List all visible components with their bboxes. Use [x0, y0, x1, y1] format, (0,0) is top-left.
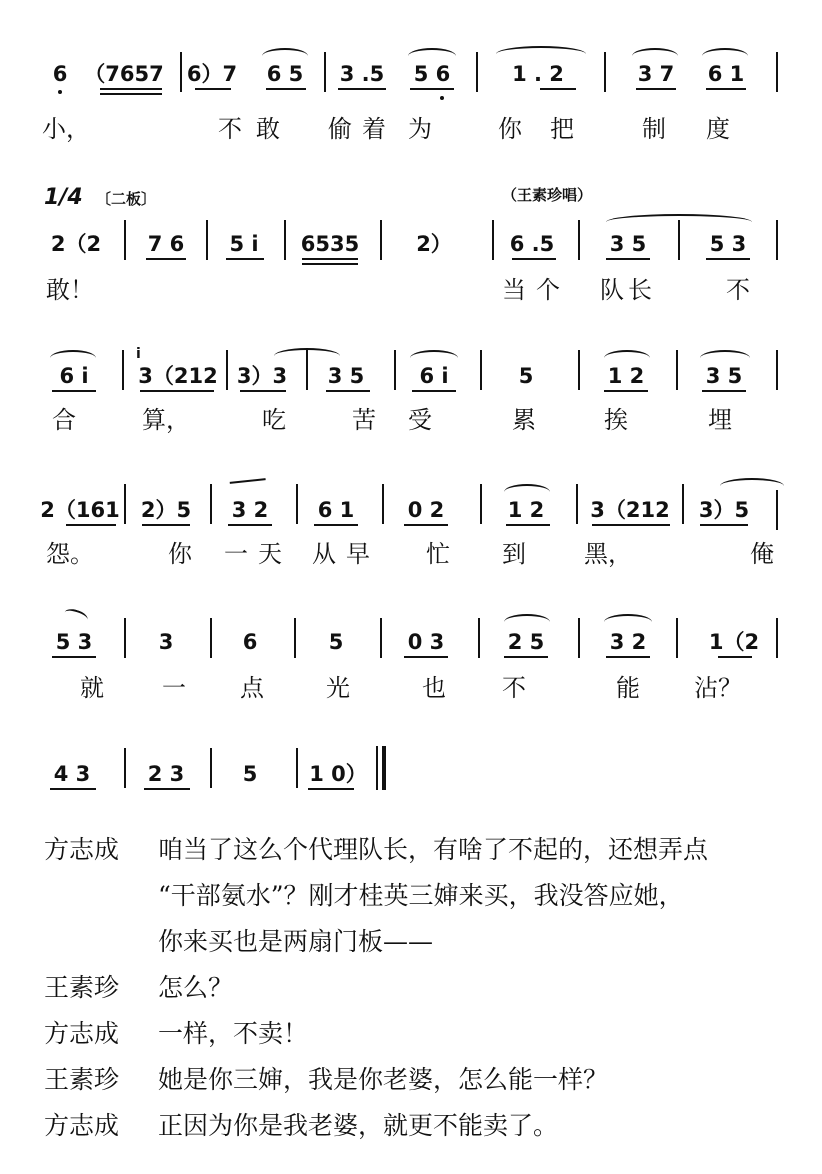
barline — [324, 52, 326, 92]
beam — [52, 656, 96, 658]
note: 2）5 — [140, 498, 192, 522]
barline — [226, 350, 228, 390]
barline — [124, 618, 126, 658]
speaker-name: 方志成 — [44, 1019, 120, 1048]
lyric: 就 — [80, 674, 104, 702]
note: 3 .5 — [339, 62, 385, 86]
note: 6）7 — [186, 62, 238, 86]
beam — [604, 390, 648, 392]
beam — [266, 88, 306, 90]
note: 5 3 — [709, 232, 747, 256]
speaker-name: 王素珍 — [44, 973, 120, 1002]
beam — [404, 524, 448, 526]
dialogue-line: 她是你三婶，我是你老婆，怎么能一样？ — [158, 1065, 609, 1094]
lyric: 一 — [162, 674, 186, 702]
barline — [206, 220, 208, 260]
note: 2（2 — [50, 232, 102, 256]
beam — [700, 524, 748, 526]
lyric: 你 — [498, 115, 522, 143]
beam — [718, 656, 752, 658]
tie-mark — [63, 607, 90, 626]
barline — [676, 618, 678, 658]
note: 3 — [158, 630, 174, 654]
note: 6 i — [59, 364, 89, 388]
lyric: 怨。 — [46, 540, 94, 568]
beam — [592, 524, 670, 526]
score-line-2 — [0, 180, 822, 340]
beam — [52, 390, 96, 392]
lyric: 也 — [422, 674, 446, 702]
barline — [776, 52, 778, 92]
note: 5 3 — [55, 630, 93, 654]
grace-note: i — [136, 346, 141, 362]
barline — [776, 220, 778, 260]
lyric: 到 — [502, 540, 526, 568]
lyric: 埋 — [708, 406, 732, 434]
barline — [776, 350, 778, 390]
beam — [100, 88, 162, 90]
barline — [776, 618, 778, 658]
lyric: 合 — [52, 406, 76, 434]
note: 6 — [242, 630, 258, 654]
barline — [492, 220, 494, 260]
board-annotation: 〔二板〕 — [96, 190, 157, 208]
lyric: 累 — [512, 406, 536, 434]
dialogue-line: 你来买也是两扇门板—— — [158, 927, 434, 956]
note: 6 — [52, 62, 68, 86]
dialogue-line: 怎么？ — [158, 973, 234, 1002]
note: （7657 — [84, 62, 164, 86]
lyric: 制 — [642, 115, 666, 143]
barline — [124, 748, 126, 788]
note: 2（161 — [40, 498, 120, 522]
lyric: 沾？ — [694, 674, 742, 702]
lyric: 不 — [502, 674, 526, 702]
note: 0 2 — [407, 498, 445, 522]
lyric: 当 — [502, 276, 526, 304]
lyric: 长 — [628, 276, 652, 304]
beam — [226, 258, 264, 260]
lyric: 度 — [706, 115, 730, 143]
lyric: 点 — [240, 674, 264, 702]
barline — [604, 52, 606, 92]
note: 6 i — [419, 364, 449, 388]
score-line-5 — [0, 600, 822, 760]
lyric: 苦 — [352, 406, 376, 434]
note: 3 5 — [609, 232, 647, 256]
speaker-name: 方志成 — [44, 1111, 120, 1140]
lyric: 不 — [218, 115, 242, 143]
beam — [412, 390, 456, 392]
barline — [306, 350, 308, 390]
barline — [210, 618, 212, 658]
lyric: 天 — [258, 540, 282, 568]
note: 6 5 — [266, 62, 304, 86]
slur — [720, 478, 784, 494]
note: 3 5 — [705, 364, 743, 388]
lyric: 能 — [616, 674, 640, 702]
barline — [578, 350, 580, 390]
note: 2） — [416, 232, 452, 256]
barline — [294, 618, 296, 658]
barline — [122, 350, 124, 390]
barline — [478, 618, 480, 658]
lyric: 忙 — [426, 540, 450, 568]
note: 6 .5 — [509, 232, 555, 256]
note: 1 0） — [309, 762, 367, 786]
note: 2 3 — [147, 762, 185, 786]
note: 5 — [328, 630, 344, 654]
note: 3）3 — [236, 364, 288, 388]
lyric: 俺 — [750, 540, 774, 568]
beam — [506, 524, 550, 526]
beam — [606, 258, 650, 260]
barline — [180, 52, 182, 92]
note: 3 7 — [637, 62, 675, 86]
note: 5 — [242, 762, 258, 786]
beam — [308, 788, 354, 790]
note: 3 2 — [609, 630, 647, 654]
lyric: 从 — [312, 540, 336, 568]
beam — [404, 656, 448, 658]
beam — [50, 788, 96, 790]
beam — [302, 258, 358, 260]
barline — [380, 618, 382, 658]
beam — [702, 390, 746, 392]
barline — [480, 484, 482, 524]
final-barline-thick — [382, 746, 386, 790]
lyric: 光 — [326, 674, 350, 702]
beam — [606, 656, 650, 658]
note: 3）5 — [698, 498, 750, 522]
barline — [480, 350, 482, 390]
note: 6 1 — [707, 62, 745, 86]
barline — [296, 484, 298, 524]
beam — [142, 524, 190, 526]
time-signature: 1/4 — [44, 185, 83, 210]
singer-annotation: （王素珍唱） — [502, 186, 593, 204]
lyric: 个 — [536, 276, 560, 304]
beam — [302, 263, 358, 265]
lyric: 队 — [600, 276, 624, 304]
note: 3（212 — [590, 498, 670, 522]
speaker-name: 方志成 — [44, 835, 120, 864]
barline — [284, 220, 286, 260]
lyric: 把 — [550, 115, 574, 143]
dialogue-line: 一样，不卖！ — [158, 1019, 309, 1048]
barline — [776, 490, 778, 530]
barline — [210, 484, 212, 524]
note: 1（2 — [708, 630, 760, 654]
barline — [124, 484, 126, 524]
note: 1 2 — [607, 364, 645, 388]
beam — [706, 88, 746, 90]
barline — [678, 220, 680, 260]
barline — [394, 350, 396, 390]
lyric: 不 — [726, 276, 750, 304]
note-dot — [58, 90, 62, 94]
lyric: 挨 — [604, 406, 628, 434]
beam — [195, 88, 231, 90]
barline — [380, 220, 382, 260]
beam — [706, 258, 750, 260]
note: 4 3 — [53, 762, 91, 786]
barline — [576, 484, 578, 524]
beam — [228, 524, 272, 526]
beam — [636, 88, 676, 90]
note: 3 5 — [327, 364, 365, 388]
barline — [210, 748, 212, 788]
lyric: 早 — [346, 540, 370, 568]
note: 2 5 — [507, 630, 545, 654]
dialogue-line: 咱当了这么个代理队长，有啥了不起的，还想弄点 — [158, 835, 709, 864]
beam — [146, 258, 186, 260]
lyric: 你 — [168, 540, 192, 568]
score-line-1 — [0, 0, 822, 160]
barline — [578, 618, 580, 658]
lyric: 敢！ — [46, 276, 94, 304]
barline — [124, 220, 126, 260]
beam — [144, 788, 190, 790]
lyric: 敢 — [256, 115, 280, 143]
lyric: 算， — [142, 406, 190, 434]
dialogue-line: 正因为你是我老婆，就更不能卖了。 — [158, 1111, 559, 1140]
lyric: 为 — [408, 115, 432, 143]
barline — [676, 350, 678, 390]
lyric: 一 — [224, 540, 248, 568]
beam — [240, 390, 286, 392]
note: 3 2 — [231, 498, 269, 522]
lyric: 吃 — [262, 406, 286, 434]
beam — [410, 88, 454, 90]
barline — [382, 484, 384, 524]
note-dot — [440, 96, 444, 100]
lyric: 黑， — [584, 540, 632, 568]
note: 1 . 2 — [512, 62, 564, 86]
dialogue-line: “干部氨水”？刚才桂英三婶来买，我没答应她， — [158, 881, 684, 910]
barline — [476, 52, 478, 92]
note: 3（212 — [138, 364, 218, 388]
beam — [512, 258, 556, 260]
lyric: 受 — [408, 406, 432, 434]
barline — [296, 748, 298, 788]
note: 5 — [518, 364, 534, 388]
lyric: 小， — [42, 115, 90, 143]
slur — [504, 614, 550, 630]
beam — [504, 656, 548, 658]
note: 6 1 — [317, 498, 355, 522]
lyric: 着 — [362, 115, 386, 143]
tremolo-mark — [230, 478, 267, 490]
beam — [338, 88, 386, 90]
beam — [100, 93, 162, 95]
slur — [604, 614, 652, 630]
beam — [140, 390, 214, 392]
note: 1 2 — [507, 498, 545, 522]
barline — [578, 220, 580, 260]
lyric: 偷 — [328, 115, 352, 143]
note: 5 i — [229, 232, 259, 256]
note: 6535 — [300, 232, 360, 256]
speaker-name: 王素珍 — [44, 1065, 120, 1094]
beam — [326, 390, 370, 392]
note: 5 6 — [413, 62, 451, 86]
beam — [540, 88, 576, 90]
barline — [682, 484, 684, 524]
beam — [66, 524, 116, 526]
final-barline — [376, 746, 378, 790]
beam — [314, 524, 358, 526]
note: 0 3 — [407, 630, 445, 654]
score-line-4 — [0, 460, 822, 620]
note: 7 6 — [147, 232, 185, 256]
slur — [496, 46, 586, 62]
